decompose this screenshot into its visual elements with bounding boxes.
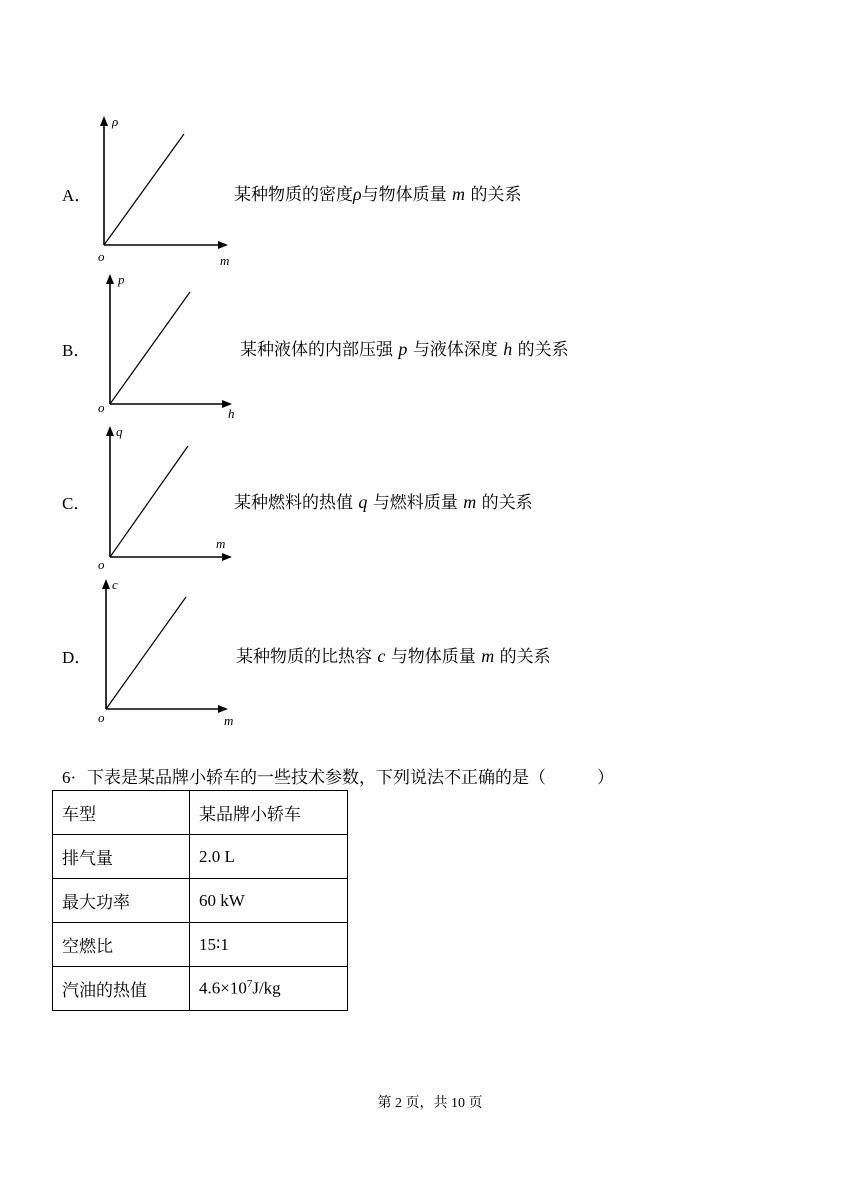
table-cell-value: $4.6\times 10^7J/kg$ xyxy=(190,967,348,1011)
option-d-graph xyxy=(94,575,244,730)
table-cell-key: 空燃比 xyxy=(53,923,190,967)
spec-table xyxy=(52,790,348,1011)
option-b-origin-label: o xyxy=(98,400,105,415)
table-cell-value: 60 kW xyxy=(190,879,348,923)
table-cell-key: 排气量 xyxy=(53,835,190,879)
question-separator: · xyxy=(70,768,77,787)
option-a-text: 某种物质的密度ρ与物体质量 m 的关系 xyxy=(234,184,522,205)
table-row xyxy=(53,923,348,967)
table-cell-value: 某品牌小轿车 xyxy=(190,791,348,835)
option-b-text: 某种液体的内部压强 p 与液体深度 h 的关系 xyxy=(240,339,569,360)
table-row xyxy=(53,791,348,835)
option-b-label: B． xyxy=(62,341,91,360)
page-footer: 第 2 页，共 10 页 xyxy=(377,1096,483,1111)
option-b-y-axis-label: p xyxy=(118,272,125,287)
option-b-graph xyxy=(98,270,248,425)
table-cell-key: 车型 xyxy=(53,791,190,835)
option-a-origin-label: o xyxy=(98,249,105,264)
option-a-label: A． xyxy=(62,186,92,205)
option-a-x-axis-label: m xyxy=(220,253,230,268)
option-d-text: 某种物质的比热容 c 与物体质量 m 的关系 xyxy=(236,646,551,667)
question-text: 下表是某品牌小轿车的一些技术参数，下列说法不正确的是（ ） xyxy=(86,768,614,788)
option-d-y-axis-label: c xyxy=(112,577,118,592)
option-a-y-axis-label: ρ xyxy=(112,114,119,129)
option-d-x-axis-label: m xyxy=(224,713,234,728)
question-6-stem xyxy=(62,763,614,788)
table-row xyxy=(53,879,348,923)
option-d-origin-label: o xyxy=(98,710,105,725)
question-number: 6 xyxy=(62,768,71,787)
option-c-label: C． xyxy=(62,494,91,513)
table-cell-key: 汽油的热值 xyxy=(53,967,190,1011)
option-c-x-axis-label: m xyxy=(216,536,226,551)
option-c-y-axis-label: q xyxy=(116,424,123,439)
option-c-graph xyxy=(98,422,248,577)
table-cell-value: 2.0 L xyxy=(190,835,348,879)
option-b-x-axis-label: h xyxy=(228,406,235,421)
option-c-text: 某种燃料的热值 q 与燃料质量 m 的关系 xyxy=(234,492,533,513)
table-row xyxy=(53,835,348,879)
table-row xyxy=(53,967,348,1011)
option-c-origin-label: o xyxy=(98,557,105,572)
table-cell-key: 最大功率 xyxy=(53,879,190,923)
table-cell-value: 15∶1 xyxy=(190,923,348,967)
option-a-graph xyxy=(92,112,242,267)
option-d-label: D． xyxy=(62,648,92,667)
